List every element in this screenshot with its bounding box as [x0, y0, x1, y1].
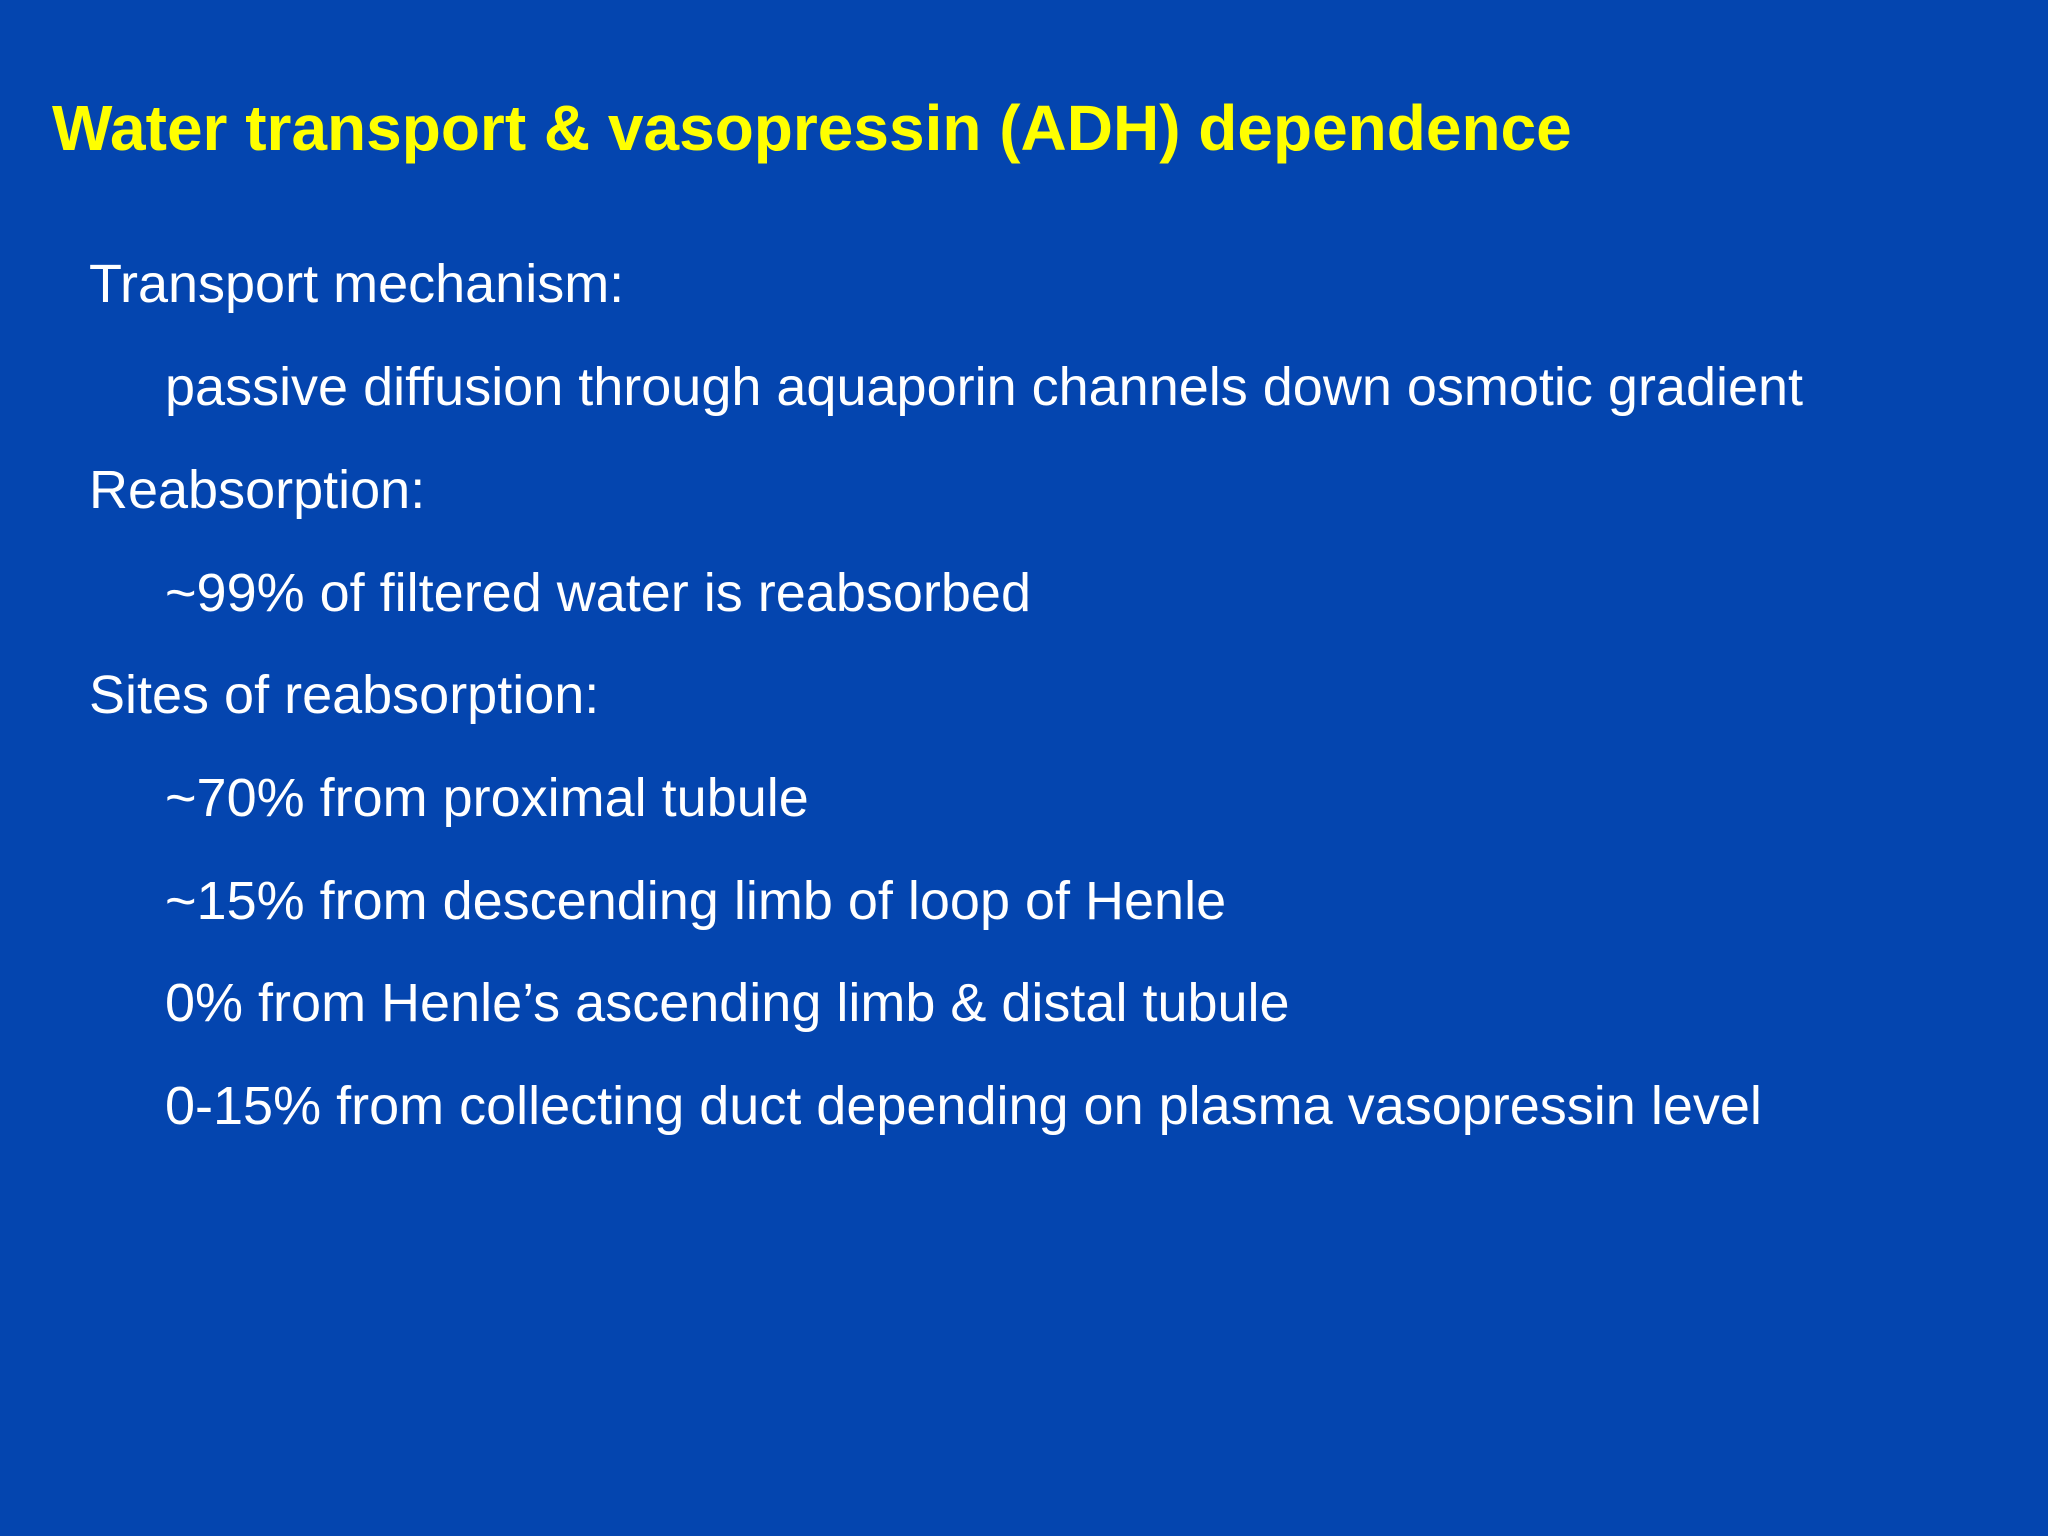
detail-passive-diffusion: passive diffusion through aquaporin channels down osmotic gradient — [165, 357, 1804, 417]
site-collecting-duct: 0-15% from collecting duct depending on plasma vasopressin level — [165, 1076, 1762, 1136]
detail-filtered-water: ~99% of filtered water is reabsorbed — [165, 563, 1031, 623]
heading-reabsorption: Reabsorption: — [89, 460, 426, 520]
heading-transport-mechanism: Transport mechanism: — [89, 254, 625, 314]
site-descending-limb: ~15% from descending limb of loop of Henle — [165, 871, 1227, 931]
slide-title: Water transport & vasopressin (ADH) dependence — [52, 92, 1572, 164]
site-proximal-tubule: ~70% from proximal tubule — [165, 768, 809, 828]
site-ascending-limb-distal-tubule: 0% from Henle’s ascending limb & distal tubule — [165, 973, 1290, 1033]
heading-sites-of-reabsorption: Sites of reabsorption: — [89, 665, 600, 725]
